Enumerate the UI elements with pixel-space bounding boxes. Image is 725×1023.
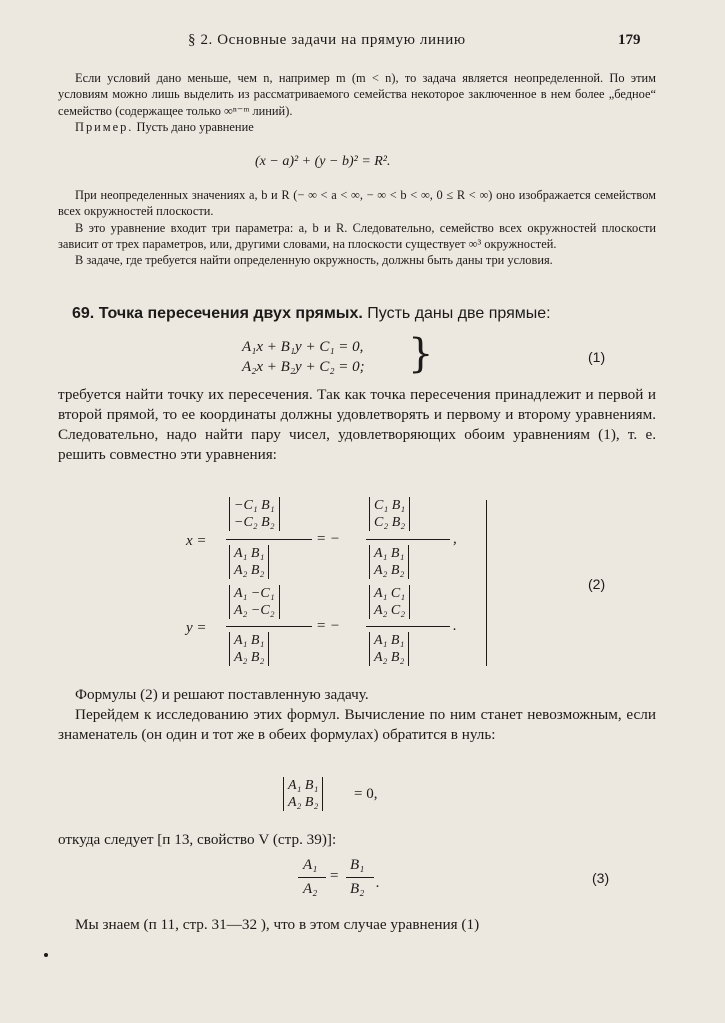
circle-equation: (x − a)² + (y − b)² = R².	[255, 154, 391, 169]
intro-paragraph-1	[58, 70, 656, 135]
body-text-4: откуда следует [п 13, свойство V (стр. 39)]:	[58, 831, 337, 848]
print-speck	[44, 953, 48, 957]
eq1-brace: }	[408, 331, 434, 377]
zero-determinant	[283, 777, 323, 811]
intro-text-4: В задаче, где требуется найти определенную окружность, должны быть даны три условия.	[75, 253, 553, 268]
body-text-3: Перейдем к исследованию этих формул. Вычисление по ним станет невозможным, если знаменатель (он один и тот же в обеих формулах) обратится в нуль:	[58, 706, 656, 743]
y-denominator-det-1	[229, 632, 269, 666]
x-denominator-det-2	[369, 545, 409, 579]
det-row: A₂ C₂	[374, 603, 406, 618]
eq3-lhs-num: A₁	[303, 857, 318, 873]
det-row: A₁ B₁	[288, 778, 319, 793]
det-row: A₁ −C₁	[234, 586, 275, 601]
example-label: Пример.	[75, 119, 134, 134]
fraction-bar	[366, 626, 450, 627]
det-row: A₂ −C₂	[234, 603, 275, 618]
intro-text-1: Если условий дано меньше, чем n, например m (m < n), то задача является неопределенной. По этим условиям можно лишь выделить из рассматриваемого семейства некоторое заключенное в нем более „бедное“ семейство (содержащее только ∞ⁿ⁻ᵐ линий).	[58, 71, 656, 118]
fraction-bar	[346, 877, 374, 878]
intro-text-2: При неопределенных значениях a, b и R (− ∞ < a < ∞, − ∞ < b < ∞, 0 ≤ R < ∞) оно изображается семейством всех окружностей плоскости.	[58, 188, 656, 219]
section-heading	[72, 305, 551, 323]
example-text: Пусть дано уравнение	[136, 119, 254, 134]
fraction-bar	[226, 626, 312, 627]
body-text-2: Формулы (2) и решают поставленную задачу.	[75, 686, 369, 703]
det-row: A₁ B₁	[234, 633, 265, 648]
det-row: A₂ B₂	[234, 650, 265, 665]
eq3-rhs-den: B₂	[350, 881, 365, 897]
y-denominator-det-2	[369, 632, 409, 666]
det-row: A₂ B₂	[374, 563, 405, 578]
det-row: −C₁ B₁	[234, 498, 275, 513]
body-text-1: требуется найти точку их пересечения. Так как точка пересечения принадлежит и первой и второй прямой, то ее координаты должны удовлетворять и первому и второму уравнениям. Следовательно, надо найти пару чисел, удовлетворяющих обоим уравнениям (1), т. е. решить совместно эти уравнения:	[58, 386, 656, 463]
body-paragraph-3	[58, 830, 656, 850]
eq3-period: .	[376, 875, 380, 891]
fraction-bar	[298, 877, 326, 878]
intro-paragraph-2	[58, 187, 656, 268]
det-row: −C₂ B₂	[234, 515, 275, 530]
section-title: Точка пересечения двух прямых.	[98, 305, 363, 322]
example-line	[58, 119, 656, 135]
det-row: A₂ B₂	[288, 795, 319, 810]
det-row: A₂ B₂	[234, 563, 265, 578]
det-row: C₂ B₂	[374, 515, 406, 530]
x-comma: ,	[453, 531, 457, 547]
section-title-tail: Пусть даны две прямые:	[367, 305, 551, 322]
eq3-lhs-den: A₂	[303, 881, 318, 897]
eq1-line-1: A₁x + B₁y + C₁ = 0,	[242, 339, 364, 355]
x-numerator-det-1	[229, 497, 280, 531]
eq3-equals: =	[330, 868, 339, 884]
intro-text-3: В это уравнение входит три параметра: a, b и R. Следовательно, семейство всех окружностей плоскости зависит от трех параметров, или, другими словами, на плоскости существует ∞³ окружностей.	[58, 220, 656, 251]
zero-rhs: = 0,	[354, 786, 378, 802]
x-numerator-det-2	[369, 497, 410, 531]
page-number: 179	[618, 32, 641, 48]
det-row: A₁ B₁	[374, 546, 405, 561]
y-period: .	[453, 618, 457, 634]
eq3-number: (3)	[592, 870, 610, 886]
y-numerator-det-1	[229, 585, 280, 619]
body-paragraph-2	[58, 685, 656, 745]
det-row: A₂ B₂	[374, 650, 405, 665]
y-numerator-det-2	[369, 585, 410, 619]
body-paragraph-4	[58, 915, 656, 935]
eq3-rhs-num: B₁	[350, 857, 365, 873]
det-row: A₁ C₁	[374, 586, 406, 601]
page-header	[0, 32, 725, 56]
fraction-bar	[366, 539, 450, 540]
running-head: § 2. Основные задачи на прямую линию	[188, 32, 466, 48]
y-label: y =	[186, 620, 207, 636]
y-equals: = −	[316, 618, 340, 634]
eq1-line-2: A₂x + B₂y + C₂ = 0;	[242, 359, 365, 375]
fraction-bar	[226, 539, 312, 540]
eq2-number: (2)	[588, 576, 606, 592]
body-paragraph-1	[58, 385, 656, 465]
det-row: A₁ B₁	[374, 633, 405, 648]
eq1-number: (1)	[588, 349, 606, 365]
section-number: 69.	[72, 305, 95, 322]
x-denominator-det-1	[229, 545, 269, 579]
system-right-bracket	[486, 500, 487, 666]
det-row: C₁ B₁	[374, 498, 406, 513]
x-equals: = −	[316, 531, 340, 547]
body-text-5: Мы знаем (п 11, стр. 31—32 ), что в этом случае уравнения (1)	[75, 916, 480, 933]
x-label: x =	[186, 533, 207, 549]
det-row: A₁ B₁	[234, 546, 265, 561]
